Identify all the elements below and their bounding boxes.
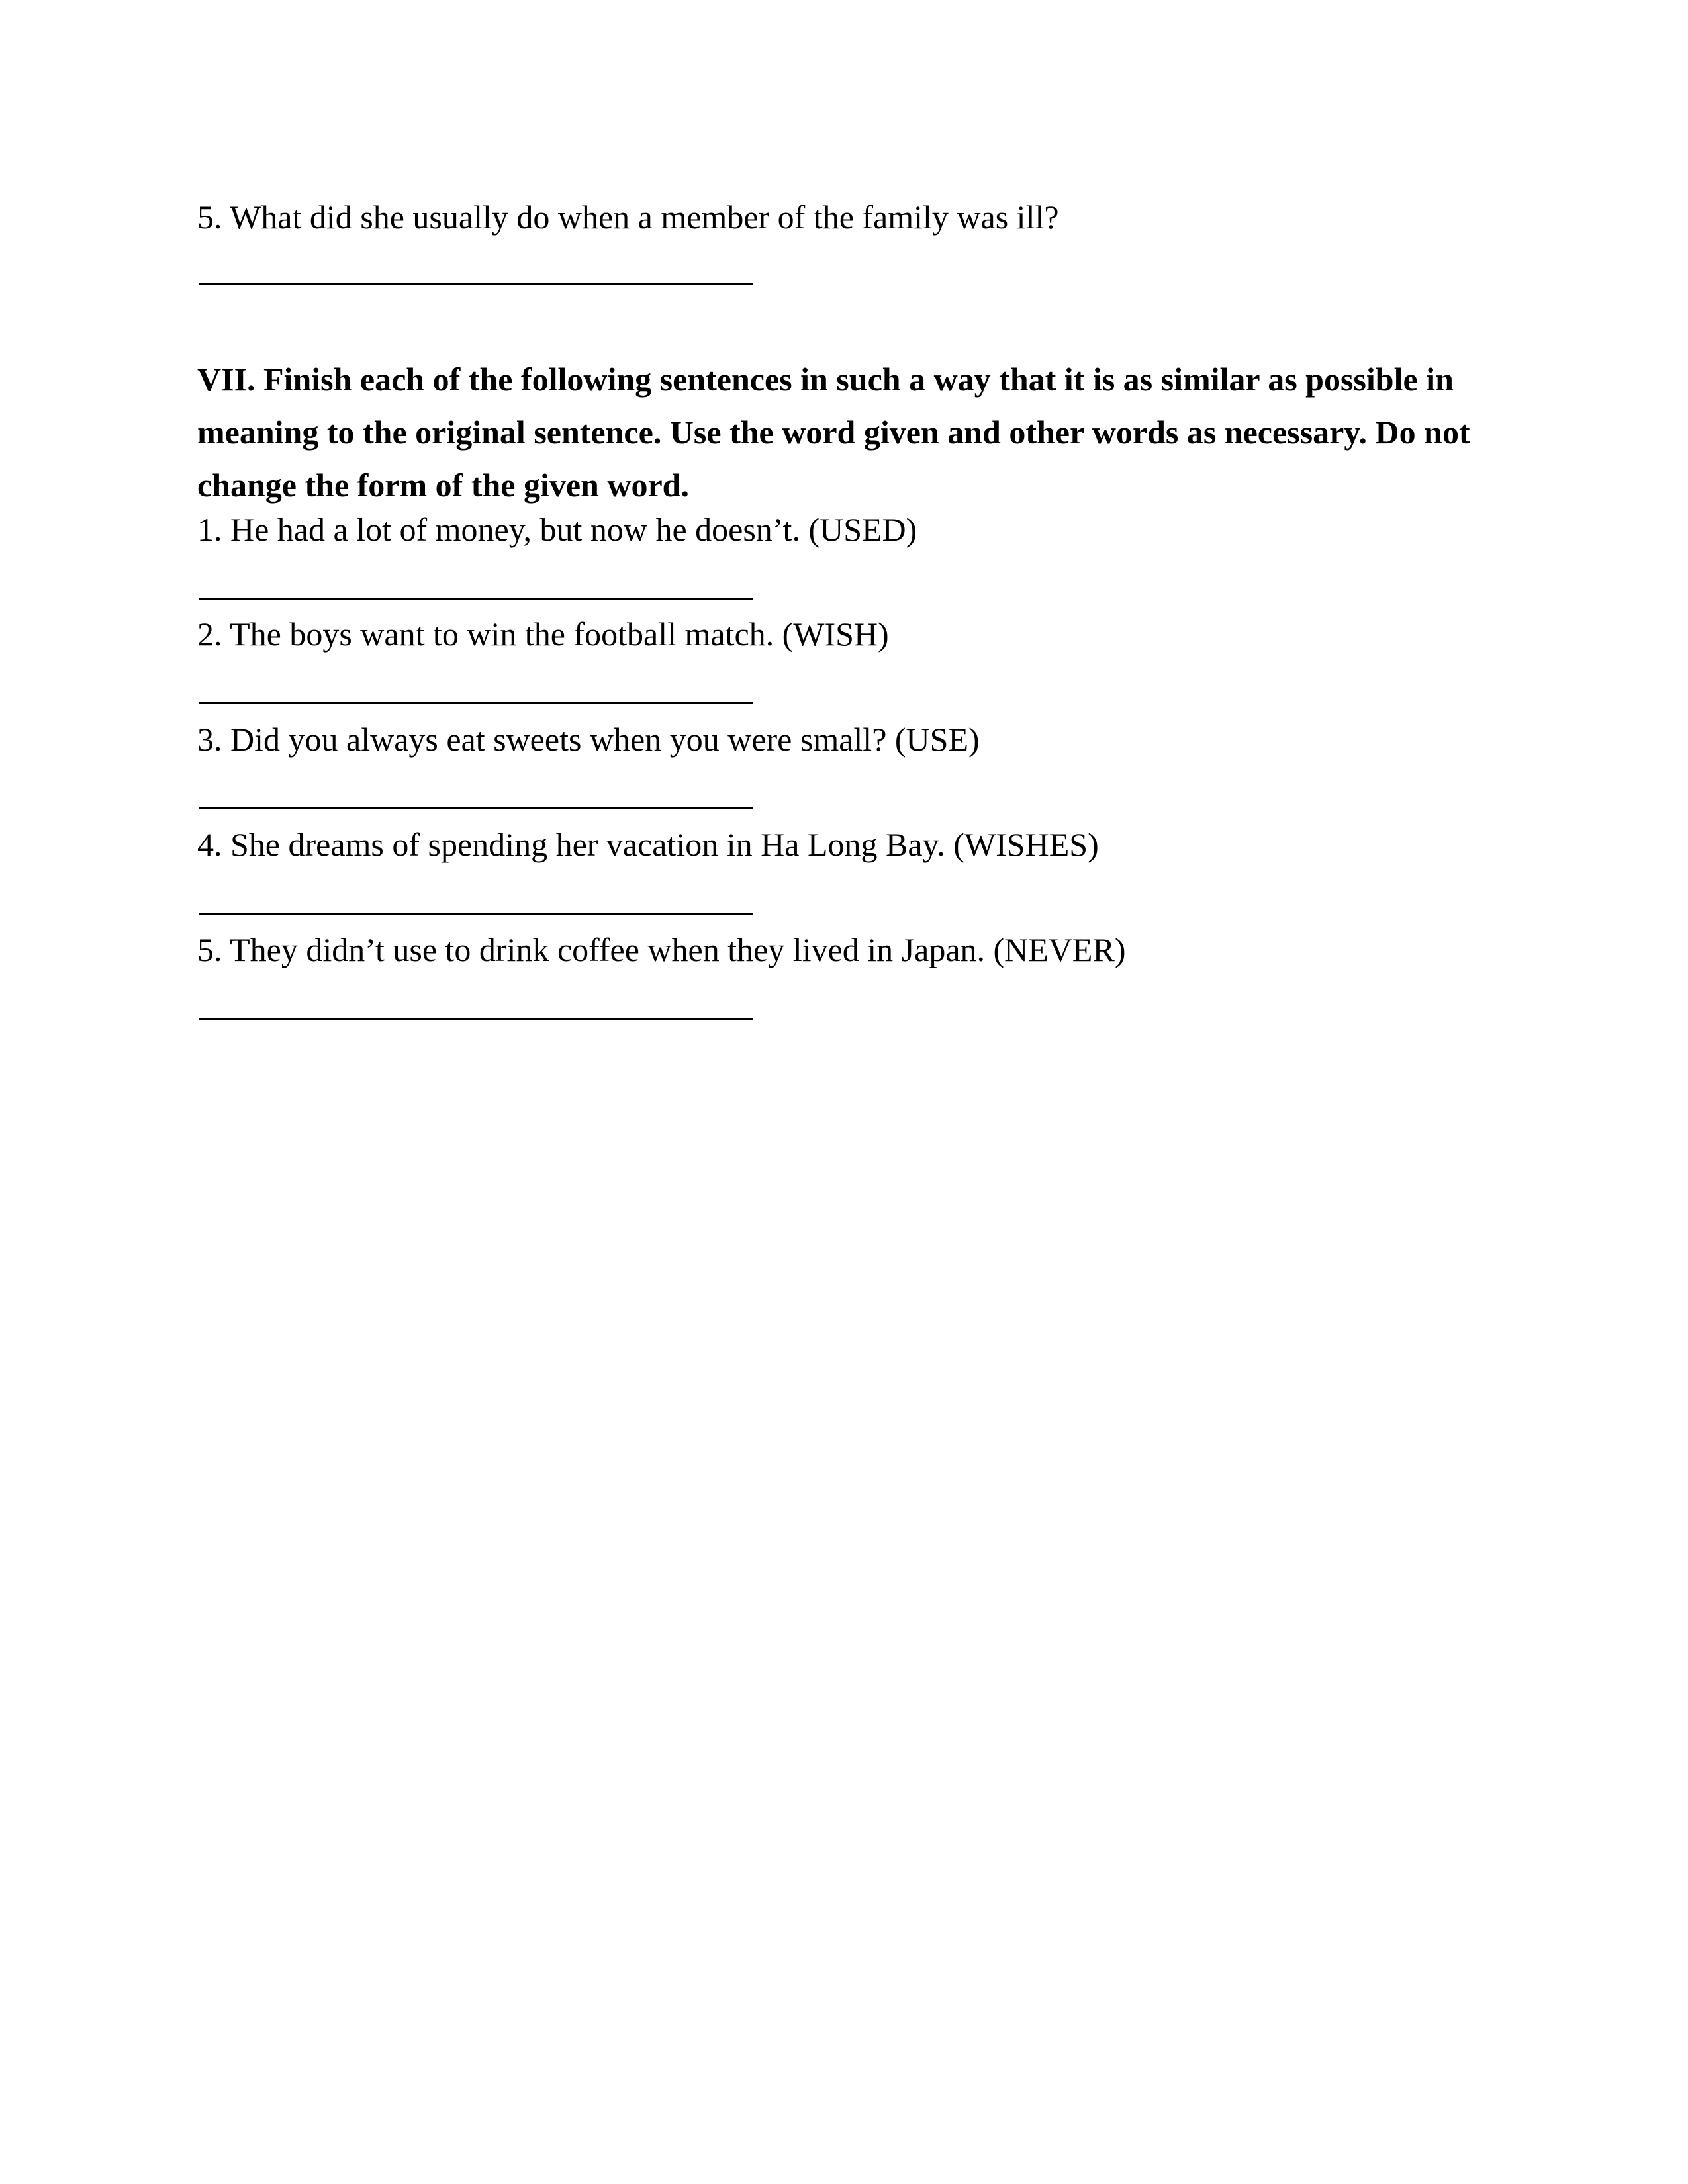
answer-line-4 <box>199 913 753 915</box>
answer-line-5 <box>199 1018 753 1020</box>
sentence-item-1: 1. He had a lot of money, but now he doesn’t. (USED) <box>197 511 917 548</box>
answer-line-2 <box>199 702 753 704</box>
answer-line-3 <box>199 807 753 809</box>
sentence-item-5: 5. They didn’t use to drink coffee when they lived in Japan. (NEVER) <box>197 931 1126 968</box>
answer-line-1 <box>199 598 753 600</box>
section-vii-heading: VII. Finish each of the following sentences in such a way that it is as similar as possible in meaning to the original sentence. Use the word given and other words as necessary. Do not change the form of the given word. <box>197 361 1470 504</box>
answer-line-prev-5 <box>199 283 753 285</box>
sentence-item-3: 3. Did you always eat sweets when you were small? (USE) <box>197 721 980 758</box>
sentence-item-4: 4. She dreams of spending her vacation in Ha Long Bay. (WISHES) <box>197 826 1099 863</box>
sentence-item-2: 2. The boys want to win the football match. (WISH) <box>197 615 889 653</box>
question-5-prev: 5. What did she usually do when a member of the family was ill? <box>197 199 1059 236</box>
